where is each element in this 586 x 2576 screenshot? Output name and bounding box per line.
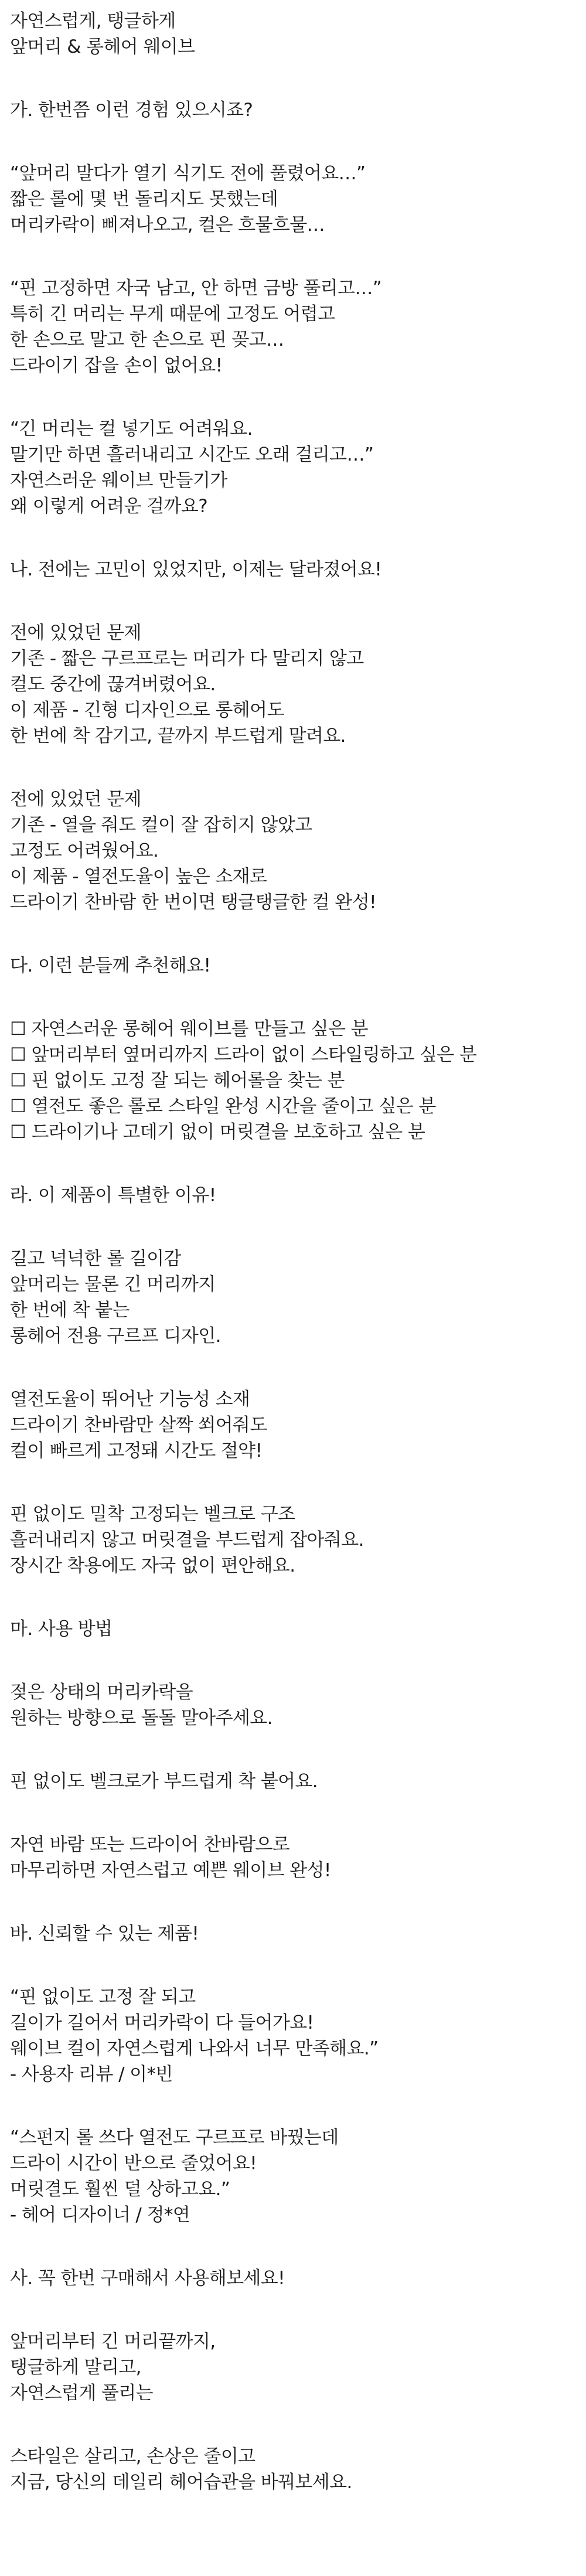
text-line: 컬이 빠르게 고정돼 시간도 절약! (10, 1440, 263, 1461)
text-line: 가. 한번쯤 이런 경험 있으시죠? (10, 100, 253, 121)
text-block (10, 2444, 576, 2495)
text-line: 앞머리는 물론 긴 머리까지 (10, 1274, 216, 1295)
text-line: ☐ 앞머리부터 옆머리까지 드라이 없이 스타일링하고 싶은 분 (10, 1044, 477, 1065)
text-block (10, 786, 576, 915)
text-line: 열전도율이 뛰어난 기능성 소재 (10, 1389, 250, 1410)
text-line: 사. 꼭 한번 구매해서 사용해보세요! (10, 2268, 285, 2289)
text-line: 기존 - 열을 줘도 컬이 잘 잡히지 않았고 (10, 815, 312, 836)
text-line: “핀 고정하면 자국 남고, 안 하면 금방 풀리고…” (10, 278, 382, 299)
text-line: 젖은 상태의 머리카락을 (10, 1682, 193, 1703)
text-line: 이 제품 - 긴형 디자인으로 롱헤어도 (10, 700, 284, 721)
text-block (10, 1921, 576, 1947)
text-line: 짧은 롤에 몇 번 돌리지도 못했는데 (10, 189, 278, 210)
text-line: 자연스럽게, 탱글하게 (10, 11, 176, 32)
text-line: 자연스러운 웨이브 만들기가 (10, 470, 227, 491)
text-line: 전에 있었던 문제 (10, 622, 141, 643)
text-line: 한 손으로 말고 한 손으로 핀 꽂고… (10, 329, 284, 350)
text-line: 장시간 착용에도 자국 없이 편안해요. (10, 1555, 295, 1576)
text-line: 드라이기 잡을 손이 없어요! (10, 355, 223, 376)
text-block (10, 557, 576, 582)
text-line: “긴 머리는 컬 넣기도 어려워요. (10, 418, 253, 439)
text-line: ☐ 핀 없이도 고정 잘 되는 헤어롤을 찾는 분 (10, 1070, 345, 1091)
text-line: 자연 바람 또는 드라이어 찬바람으로 (10, 1834, 290, 1855)
text-line: 자연스럽게 풀리는 (10, 2383, 154, 2404)
text-line: 스타일은 살리고, 손상은 줄이고 (10, 2446, 255, 2467)
text-line: ☐ 열전도 좋은 롤로 스타일 완성 시간을 줄이고 싶은 분 (10, 1096, 436, 1117)
text-line: 길고 넉넉한 롤 길이감 (10, 1248, 181, 1269)
text-line: 나. 전에는 고민이 있었지만, 이제는 달라졌어요! (10, 559, 382, 580)
text-block (10, 1386, 576, 1464)
text-line: 한 번에 착 감기고, 끝까지 부드럽게 말려요. (10, 725, 346, 747)
text-block (10, 2265, 576, 2291)
text-block (10, 1984, 576, 2087)
text-line: 드라이 시간이 반으로 줄었어요! (10, 2153, 257, 2174)
product-description (10, 8, 576, 2533)
text-line: “핀 없이도 고정 잘 되고 (10, 1986, 196, 2008)
text-line: “스펀지 롤 쓰다 열전도 구르프로 바꿨는데 (10, 2127, 339, 2148)
text-block (10, 1616, 576, 1642)
text-block (10, 620, 576, 749)
text-line: 길이가 길어서 머리카락이 다 들어가요! (10, 2012, 314, 2033)
text-block (10, 1183, 576, 1208)
text-line: 바. 신뢰할 수 있는 제품! (10, 1923, 199, 1944)
text-block (10, 8, 576, 60)
text-block (10, 2329, 576, 2406)
text-line: 흘러내리지 않고 머릿결을 부드럽게 잡아줘요. (10, 1529, 364, 1551)
text-line: 말기만 하면 흘러내리고 시간도 오래 걸리고…” (10, 444, 374, 465)
text-line: 고정도 어려웠어요. (10, 840, 159, 861)
text-line: 탱글하게 말리고, (10, 2357, 141, 2378)
text-block (10, 953, 576, 979)
text-line: 앞머리 & 롱헤어 웨이브 (10, 36, 195, 57)
text-block (10, 1679, 576, 1731)
text-block (10, 1016, 576, 1145)
text-line: 핀 없이도 벨크로가 부드럽게 착 붙어요. (10, 1771, 318, 1792)
text-block (10, 161, 576, 238)
text-line: 지금, 당신의 데일리 헤어습관을 바꿔보세요. (10, 2472, 352, 2493)
text-block (10, 97, 576, 123)
text-line: 웨이브 컬이 자연스럽게 나와서 너무 만족해요.” (10, 2038, 379, 2059)
text-line: 이 제품 - 열전도율이 높은 소재로 (10, 866, 267, 887)
text-line: 기존 - 짧은 구르프로는 머리가 다 말리지 않고 (10, 648, 364, 669)
text-line: 드라이기 찬바람만 살짝 쐬어줘도 (10, 1415, 267, 1436)
text-line: ☐ 자연스러운 롱헤어 웨이브를 만들고 싶은 분 (10, 1018, 368, 1040)
text-line: 머리카락이 삐져나오고, 컬은 흐물흐물… (10, 214, 325, 236)
text-block (10, 275, 576, 379)
text-block (10, 1832, 576, 1883)
text-line: 드라이기 찬바람 한 번이면 탱글탱글한 컬 완성! (10, 892, 376, 913)
text-line: 전에 있었던 문제 (10, 789, 141, 810)
text-line: 머릿결도 훨씬 덜 상하고요.” (10, 2179, 230, 2200)
text-line: 다. 이런 분들께 추천해요! (10, 955, 211, 976)
text-line: ☐ 드라이기나 고데기 없이 머릿결을 보호하고 싶은 분 (10, 1122, 425, 1143)
text-line: “앞머리 말다가 열기 식기도 전에 풀렸어요…” (10, 163, 366, 184)
text-line: 앞머리부터 긴 머리끝까지, (10, 2331, 216, 2352)
text-block (10, 1769, 576, 1794)
text-line: 원하는 방향으로 돌돌 말아주세요. (10, 1708, 272, 1729)
text-line: - 사용자 리뷰 / 이*빈 (10, 2064, 173, 2085)
text-line: 컬도 중간에 끊겨버렸어요. (10, 674, 216, 695)
text-line: 특히 긴 머리는 무게 때문에 고정도 어렵고 (10, 304, 335, 325)
text-line: 롱헤어 전용 구르프 디자인. (10, 1326, 221, 1347)
text-line: 왜 이렇게 어려운 걸까요? (10, 496, 208, 517)
text-block (10, 2125, 576, 2228)
text-block (10, 1501, 576, 1579)
text-block (10, 1246, 576, 1349)
text-line: - 헤어 디자이너 / 정*연 (10, 2204, 190, 2226)
text-line: 핀 없이도 밀착 고정되는 벨크로 구조 (10, 1504, 295, 1525)
text-line: 라. 이 제품이 특별한 이유! (10, 1185, 216, 1206)
text-line: 한 번에 착 붙는 (10, 1300, 130, 1321)
text-line: 마무리하면 자연스럽고 예쁜 웨이브 완성! (10, 1860, 331, 1881)
text-line: 마. 사용 방법 (10, 1618, 113, 1640)
text-block (10, 416, 576, 519)
